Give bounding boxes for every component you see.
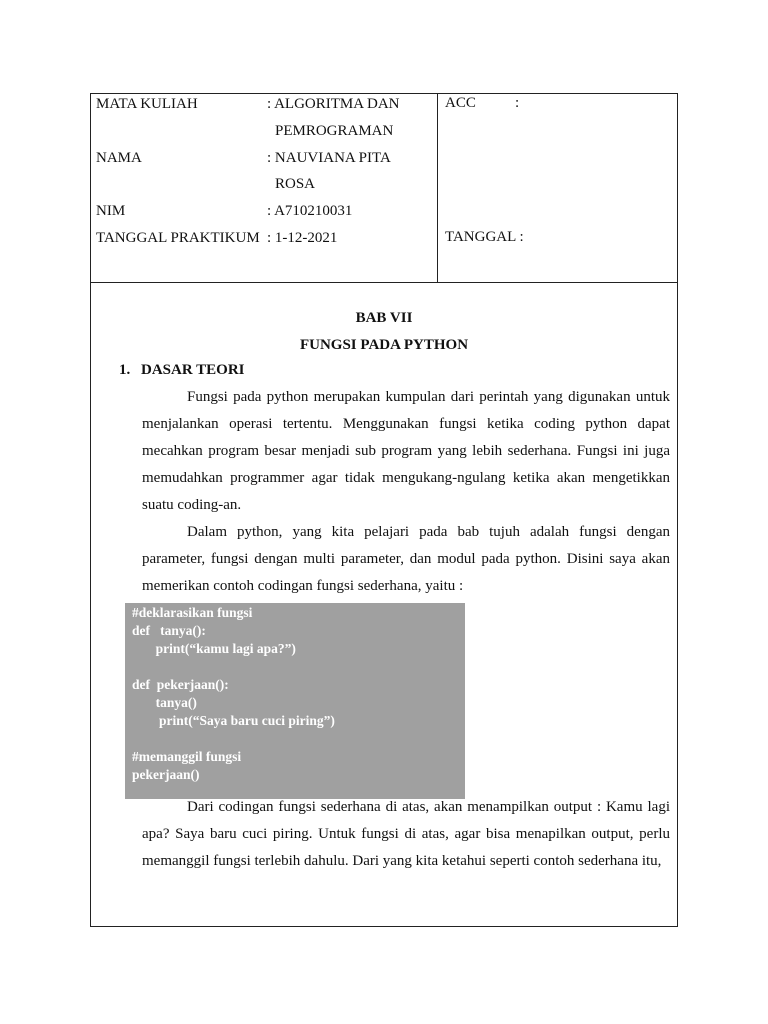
tanggal-praktikum-value: : 1-12-2021 — [267, 230, 338, 246]
nama-value-cont: ROSA — [275, 176, 316, 192]
code-line: #memanggil fungsi — [132, 749, 242, 764]
mata-kuliah-label: MATA KULIAH — [96, 96, 198, 112]
code-blank-line — [132, 730, 465, 748]
acc-separator: : — [515, 95, 520, 111]
nim-label: NIM — [96, 203, 126, 219]
code-block — [125, 603, 465, 799]
identity-cell — [91, 94, 438, 282]
document-frame — [90, 93, 678, 927]
paragraph-output: Dari codingan fungsi sederhana di atas, akan menampilkan output : Kamu lagi apa? Saya baru cuci piring. Untuk fungsi di atas, agar bisa menapilkan output, perlu memanggil fungsi terlebih dahulu. Dari yang kita ketahui seperti contoh sederhana itu, — [142, 799, 670, 869]
code-line: print(“Saya baru cuci piring”) — [132, 713, 335, 728]
paragraph-scope: Dalam python, yang kita pelajari pada bab tujuh adalah fungsi dengan parameter, fungsi dengan multi parameter, dan modul pada python. Disini saya akan memerikan contoh codingan fungsi sederhana, yaitu : — [142, 524, 670, 594]
code-blank-line — [132, 658, 465, 676]
code-line: print(“kamu lagi apa?”) — [132, 641, 296, 656]
tanggal-praktikum-label: TANGGAL PRAKTIKUM — [96, 230, 260, 246]
nama-label: NAMA — [96, 150, 142, 166]
chapter-title: FUNGSI PADA PYTHON — [299, 337, 469, 353]
chapter-heading: BAB VII — [355, 310, 413, 326]
code-line: def pekerjaan(): — [132, 677, 229, 692]
mata-kuliah-value-cont: PEMROGRAMAN — [275, 123, 394, 139]
header-section — [91, 94, 677, 283]
nim-value: : A710210031 — [267, 203, 353, 219]
section-number: 1. — [119, 362, 131, 378]
section-title: DASAR TEORI — [141, 362, 245, 378]
code-line: pekerjaan() — [132, 767, 200, 782]
nama-value: : NAUVIANA PITA — [267, 150, 391, 166]
section-heading — [119, 362, 245, 379]
mata-kuliah-value: : ALGORITMA DAN — [267, 96, 400, 112]
code-line: tanya() — [132, 695, 197, 710]
tanggal-label: TANGGAL : — [445, 229, 524, 245]
code-line: #deklarasikan fungsi — [132, 605, 253, 620]
acc-label: ACC — [445, 95, 476, 111]
code-line: def tanya(): — [132, 623, 206, 638]
paragraph-intro: Fungsi pada python merupakan kumpulan dari perintah yang digunakan untuk menjalankan operasi tertentu. Menggunakan fungsi ketika coding python dapat mecahkan program besar menjadi sub program yang lebih sederhana. Fungsi ini juga memudahkan programmer agar tidak mengukang-ngulang ketika akan mengetikkan suatu coding-an. — [142, 389, 670, 513]
